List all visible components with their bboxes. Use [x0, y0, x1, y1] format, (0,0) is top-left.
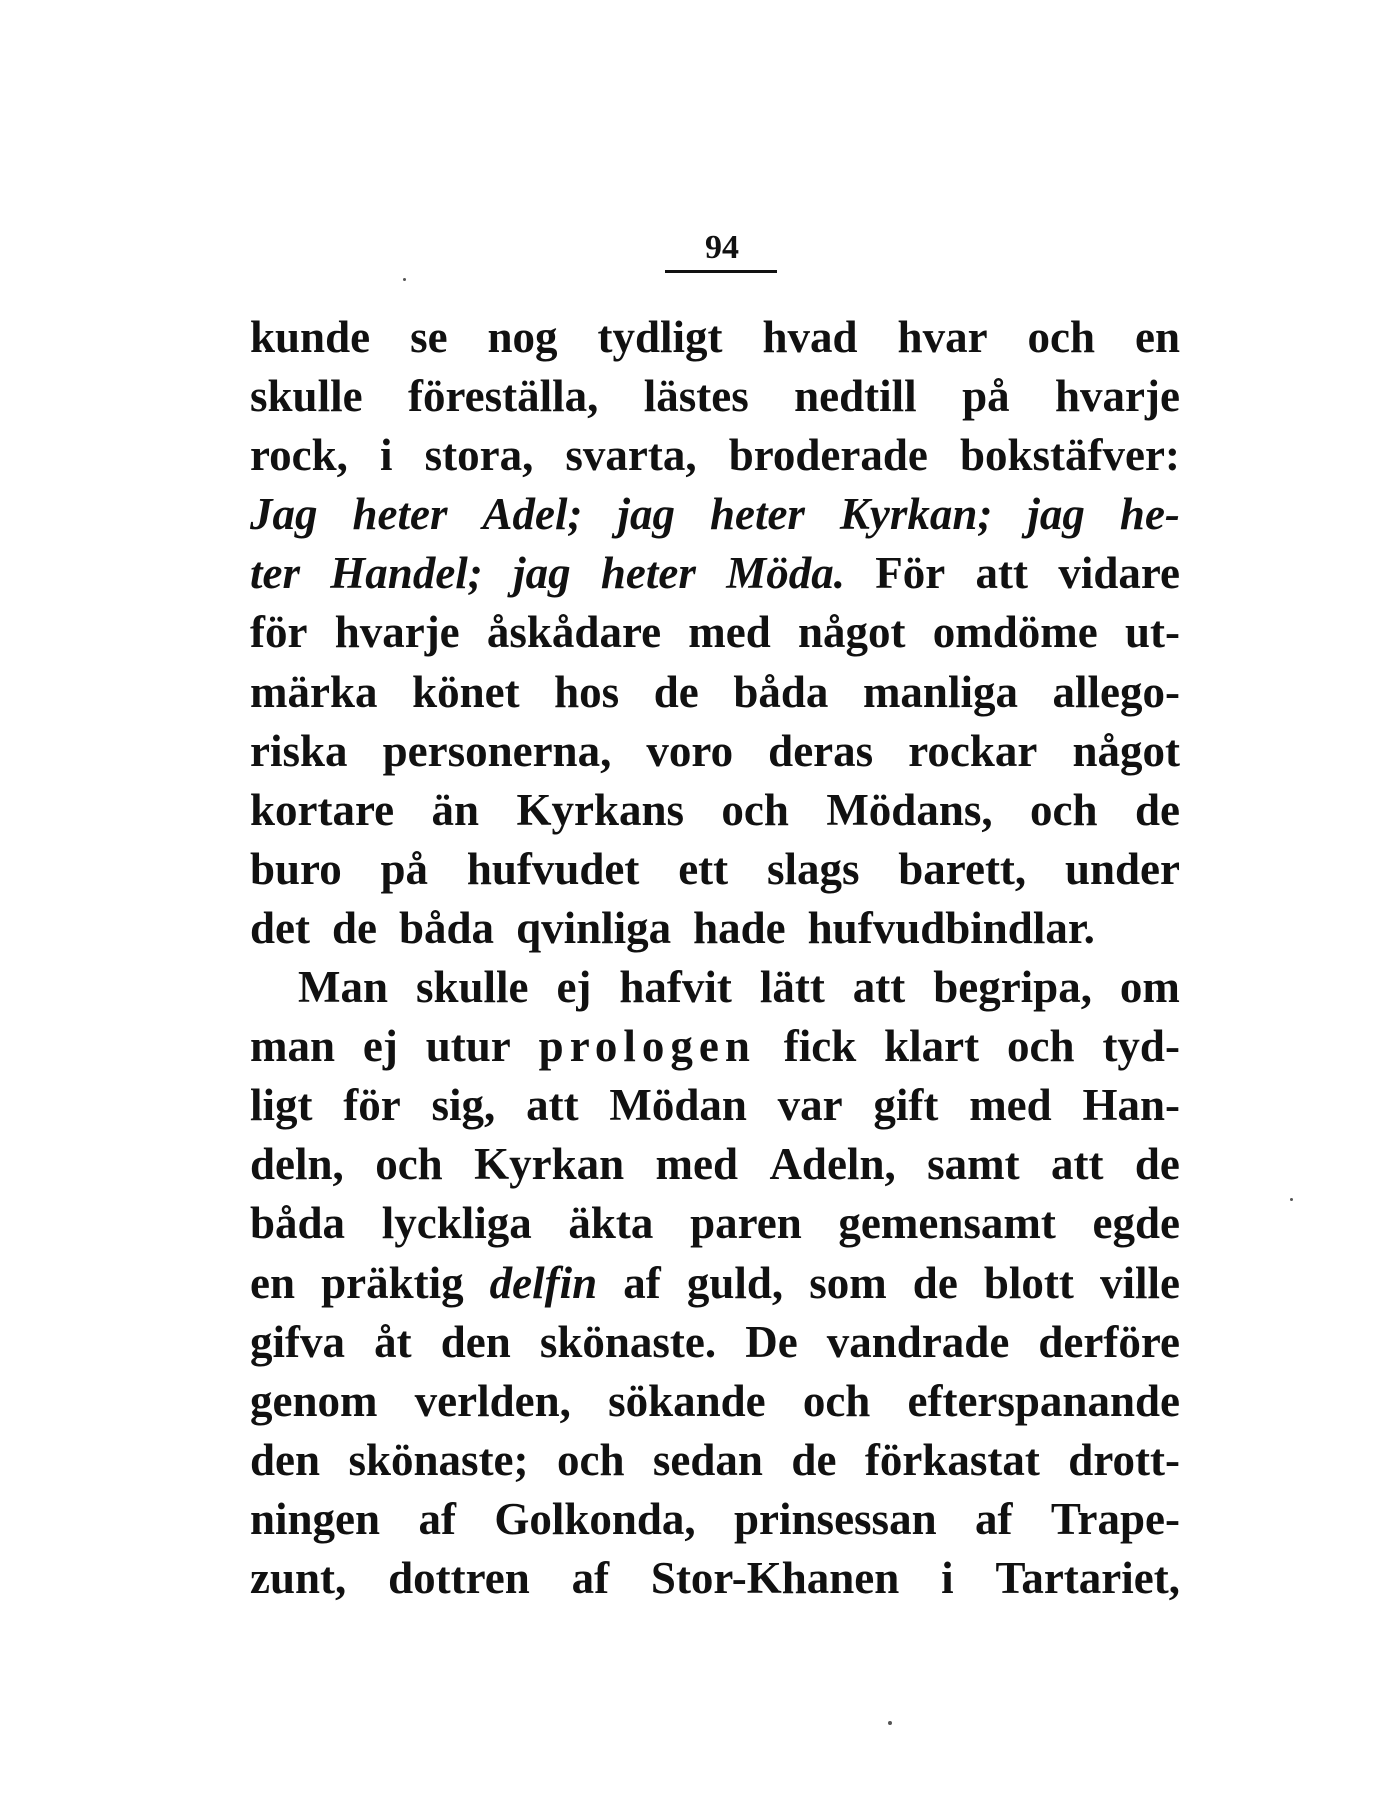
body-text: [250, 308, 1180, 1608]
word: begripa,: [933, 962, 1092, 1013]
word: något: [798, 607, 906, 658]
word: under: [1064, 843, 1180, 894]
word: ningen: [250, 1493, 381, 1544]
word: jag: [617, 489, 675, 540]
word: af: [418, 1493, 456, 1544]
word: lätt: [759, 962, 825, 1013]
word: man: [250, 1021, 336, 1072]
word: lyckliga: [381, 1198, 532, 1249]
word: för: [250, 607, 308, 658]
word: den: [440, 1316, 511, 1367]
word: Golkonda,: [494, 1493, 696, 1544]
word: var: [777, 1080, 843, 1131]
page-number: 94: [705, 229, 739, 266]
word: ville: [1099, 1257, 1180, 1308]
word: åskådare: [486, 607, 662, 658]
text-line: [250, 663, 1180, 722]
word: voro: [646, 725, 734, 776]
word: genom: [250, 1375, 378, 1426]
text-line: [250, 426, 1180, 485]
word: prinsessan: [734, 1493, 937, 1544]
word: Jag: [250, 489, 318, 540]
word: på: [380, 843, 429, 894]
text-line: [250, 899, 1180, 958]
word: hufvudet: [466, 843, 640, 894]
word: kortare: [250, 784, 395, 835]
word: med: [688, 607, 771, 658]
text-line: [250, 1254, 1180, 1313]
word: föreställa,: [407, 371, 599, 422]
word: båda: [733, 666, 829, 717]
word: och: [375, 1139, 443, 1190]
word: ej: [362, 1021, 398, 1072]
word: heter: [709, 489, 805, 540]
word: fick: [783, 1021, 857, 1072]
word: delfin: [489, 1257, 598, 1308]
text-line: [250, 1549, 1180, 1608]
word: Handel;: [330, 548, 483, 599]
word: de: [912, 1257, 958, 1308]
word: Tartariet,: [995, 1552, 1180, 1603]
word: gemensamt: [838, 1198, 1056, 1249]
word: i: [941, 1552, 954, 1603]
text-line: [250, 603, 1180, 662]
word: allego-: [1052, 666, 1180, 717]
word: sedan: [652, 1434, 763, 1485]
word: verlden,: [414, 1375, 571, 1426]
word: en: [1134, 312, 1180, 362]
word: hvarje: [334, 607, 460, 658]
word: med: [655, 1139, 739, 1190]
text-line: [250, 308, 1180, 367]
word: sökande: [608, 1375, 766, 1426]
text-line: [250, 485, 1180, 544]
word: hvarje: [1055, 371, 1180, 422]
text-line: [250, 1372, 1180, 1431]
word: åt: [374, 1316, 412, 1367]
word: vandrade: [826, 1316, 1010, 1367]
word: guld,: [686, 1257, 784, 1308]
word: derföre: [1038, 1316, 1180, 1367]
word: manliga: [862, 666, 1018, 717]
text-line: [250, 1431, 1180, 1490]
word: riska: [250, 725, 348, 776]
word: jag: [513, 548, 571, 599]
word: skulle: [250, 371, 363, 422]
word: gift: [873, 1080, 939, 1131]
word: qvinliga: [516, 902, 672, 953]
word: För: [875, 548, 946, 599]
word: samt: [927, 1139, 1020, 1190]
word: heter: [352, 489, 448, 540]
word: Möda.: [726, 548, 845, 599]
word: om: [1119, 962, 1180, 1013]
word: Mödan: [609, 1080, 747, 1131]
word: det: [250, 902, 310, 953]
word: hvar: [897, 312, 988, 362]
word: något: [1072, 725, 1180, 776]
word: Trape-: [1050, 1493, 1180, 1544]
text-line: [250, 1017, 1180, 1076]
word: Kyrkan: [474, 1139, 625, 1190]
word: med: [969, 1080, 1052, 1131]
word: egde: [1092, 1198, 1180, 1249]
text-line: [250, 840, 1180, 899]
word: Han-: [1082, 1080, 1180, 1131]
text-line: [250, 1076, 1180, 1135]
word: och: [802, 1375, 871, 1426]
word: kunde: [250, 312, 371, 362]
word: nog: [487, 312, 558, 362]
word: hos: [554, 666, 620, 717]
print-speck: [888, 1721, 892, 1725]
word: könet: [412, 666, 520, 717]
word: barett,: [898, 843, 1027, 894]
word: vidare: [1058, 548, 1180, 599]
word: de: [332, 902, 377, 953]
word: dottren: [388, 1552, 530, 1603]
word: båda: [399, 902, 495, 953]
word: rockar: [908, 725, 1038, 776]
word: och: [1027, 312, 1096, 362]
word: hade: [693, 902, 786, 953]
word: en: [250, 1257, 295, 1308]
word: hafvit: [619, 962, 732, 1013]
word: paren: [690, 1198, 802, 1249]
word: lästes: [643, 371, 749, 422]
word: drott-: [1068, 1434, 1180, 1485]
word: skulle: [415, 962, 529, 1013]
word: och: [1030, 784, 1098, 835]
print-speck: [1290, 1198, 1293, 1201]
word: prologen: [538, 1021, 756, 1072]
word: på: [962, 371, 1010, 422]
word: Kyrkans: [516, 784, 685, 835]
word: sig,: [431, 1080, 496, 1131]
word: att: [1051, 1139, 1104, 1190]
text-line: [250, 958, 1180, 1017]
word: se: [410, 312, 448, 362]
word: bokstäfver:: [959, 430, 1180, 481]
word: båda: [250, 1198, 346, 1249]
word: skönaste.: [539, 1316, 717, 1367]
word: blott: [983, 1257, 1074, 1308]
word: rock,: [250, 430, 348, 481]
text-line: [250, 722, 1180, 781]
word: deras: [768, 725, 874, 776]
word: Mödans,: [826, 784, 993, 835]
word: Man: [298, 962, 388, 1013]
word: att: [975, 548, 1029, 599]
header-rule: [665, 270, 777, 273]
word: omdöme: [932, 607, 1098, 658]
text-line: [250, 544, 1180, 603]
word: förkastat: [864, 1434, 1040, 1485]
word: klart: [884, 1021, 980, 1072]
print-speck: [403, 278, 406, 281]
word: gifva: [250, 1316, 345, 1367]
word: Adel;: [482, 489, 583, 540]
word: tydligt: [597, 312, 723, 362]
word: skönaste;: [348, 1434, 529, 1485]
word: af: [974, 1493, 1013, 1544]
word: och: [721, 784, 789, 835]
word: ut-: [1124, 607, 1180, 658]
word: ligt: [250, 1080, 313, 1131]
word: att: [852, 962, 906, 1013]
word: de: [653, 666, 699, 717]
word: de: [1134, 784, 1180, 835]
word: utur: [425, 1021, 511, 1072]
text-line: [250, 367, 1180, 426]
word: deln,: [250, 1139, 344, 1190]
word: De: [745, 1316, 798, 1367]
word: tyd-: [1102, 1021, 1180, 1072]
word: präktig: [321, 1257, 464, 1308]
word: de: [791, 1434, 837, 1485]
text-line: [250, 1313, 1180, 1372]
word: ett: [678, 843, 729, 894]
word: och: [556, 1434, 625, 1485]
word: märka: [250, 666, 378, 717]
word: i: [380, 430, 393, 481]
word: att: [526, 1080, 579, 1131]
word: Adeln,: [769, 1139, 896, 1190]
word: hufvudbindlar.: [807, 902, 1095, 953]
text-line: [250, 1490, 1180, 1549]
word: af: [623, 1257, 661, 1308]
word: zunt,: [250, 1552, 347, 1603]
word: jag: [1027, 489, 1085, 540]
word: broderade: [728, 430, 928, 481]
word: efterspanande: [907, 1375, 1180, 1426]
text-line: [250, 1135, 1180, 1194]
word: hvad: [762, 312, 858, 362]
text-line: [250, 1194, 1180, 1253]
word: personerna,: [382, 725, 612, 776]
word: svarta,: [565, 430, 697, 481]
word: och: [1007, 1021, 1075, 1072]
word: Stor-Khanen: [650, 1552, 900, 1603]
word: för: [343, 1080, 401, 1131]
word: ter: [250, 548, 300, 599]
word: nedtill: [794, 371, 917, 422]
word: den: [250, 1434, 321, 1485]
word: stora,: [424, 430, 534, 481]
word: buro: [250, 843, 342, 894]
text-line: [250, 781, 1180, 840]
word: ej: [556, 962, 592, 1013]
word: heter: [600, 548, 696, 599]
word: än: [431, 784, 480, 835]
word: de: [1134, 1139, 1180, 1190]
word: af: [571, 1552, 610, 1603]
word: som: [809, 1257, 887, 1308]
word: Kyrkan;: [839, 489, 993, 540]
word: he-: [1119, 489, 1180, 540]
word: slags: [766, 843, 860, 894]
word: äkta: [568, 1198, 654, 1249]
